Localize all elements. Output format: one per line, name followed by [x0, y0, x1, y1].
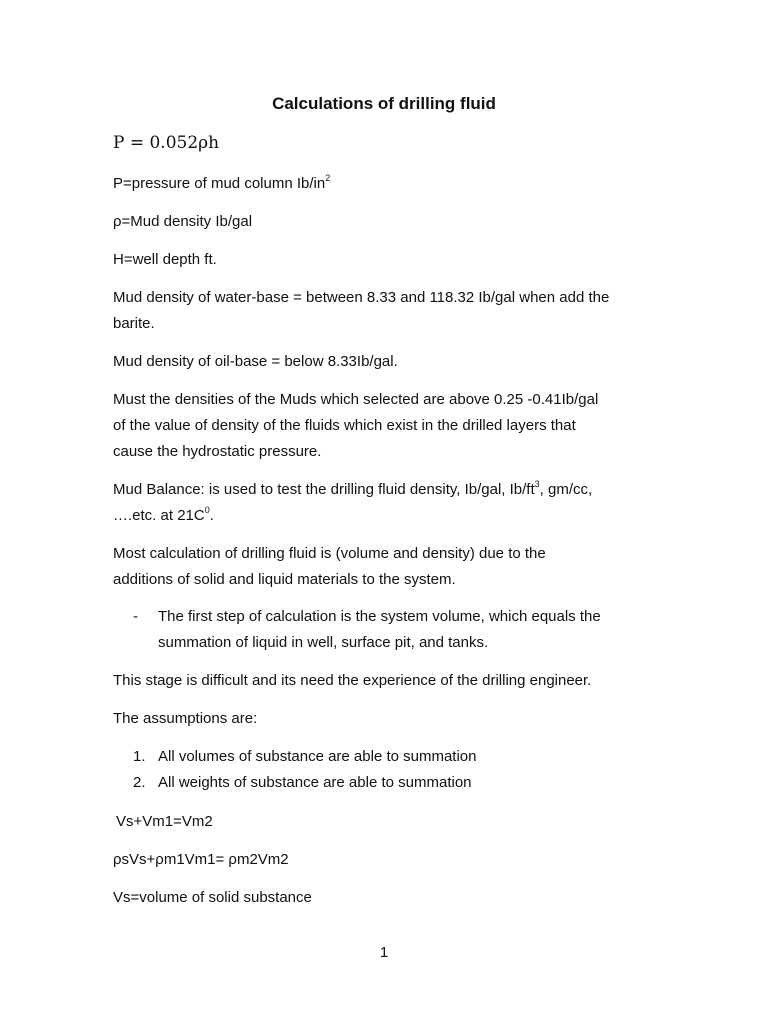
mud-balance-line-2	[113, 503, 214, 529]
equation-mass: ρsVs+ρm1Vm1= ρm2Vm2	[113, 851, 289, 868]
mud-balance-text-c: ….etc. at 21C	[113, 507, 205, 524]
most-calc-line-1: Most calculation of drilling fluid is (volume and density) due to the	[113, 545, 546, 562]
definition-rho: ρ=Mud density Ib/gal	[113, 213, 253, 230]
bullet-line-2: summation of liquid in well, surface pit, and tanks.	[158, 634, 489, 651]
oil-base-line: Mud density of oil-base = below 8.33Ib/gal.	[113, 353, 398, 370]
document-title: Calculations of drilling fluid	[272, 94, 496, 113]
definition-p	[113, 171, 330, 197]
most-calc-line-2: additions of solid and liquid materials to the system.	[113, 571, 456, 588]
list-number-1: 1.	[133, 748, 146, 765]
definition-vs: Vs=volume of solid substance	[113, 889, 312, 906]
list-item-1: All volumes of substance are able to summation	[158, 748, 477, 765]
equation-volume: Vs+Vm1=Vm2	[116, 813, 213, 830]
page-number: 1	[379, 944, 389, 961]
must-line-3: cause the hydrostatic pressure.	[113, 443, 322, 460]
must-line-1: Must the densities of the Muds which selected are above 0.25 -0.41Ib/gal	[113, 391, 599, 408]
water-base-line-2: barite.	[113, 315, 155, 332]
pressure-formula: P = 0.052ρh	[113, 133, 220, 153]
assumptions-heading: The assumptions are:	[113, 710, 258, 727]
mud-balance-line-1	[113, 477, 592, 503]
definition-p-text: P=pressure of mud column Ib/in	[113, 175, 326, 192]
bullet-line-1: The first step of calculation is the system volume, which equals the	[158, 608, 601, 625]
mud-balance-text-a: Mud Balance: is used to test the drilling fluid density, Ib/gal, Ib/ft	[113, 481, 535, 498]
definition-p-superscript: 2	[325, 173, 331, 183]
mud-balance-superscript-1: 3	[534, 479, 540, 489]
list-item-2: All weights of substance are able to summation	[158, 774, 472, 791]
mud-balance-text-b: , gm/cc,	[539, 481, 593, 498]
water-base-line-1: Mud density of water-base = between 8.33 and 118.32 Ib/gal when add the	[113, 289, 610, 306]
mud-balance-superscript-2: 0	[204, 505, 210, 515]
must-line-2: of the value of density of the fluids which exist in the drilled layers that	[113, 417, 576, 434]
list-number-2: 2.	[133, 774, 146, 791]
bullet-dash: -	[133, 608, 138, 625]
definition-h: H=well depth ft.	[113, 251, 217, 268]
mud-balance-text-d: .	[209, 507, 214, 524]
stage-line: This stage is difficult and its need the experience of the drilling engineer.	[113, 672, 592, 689]
